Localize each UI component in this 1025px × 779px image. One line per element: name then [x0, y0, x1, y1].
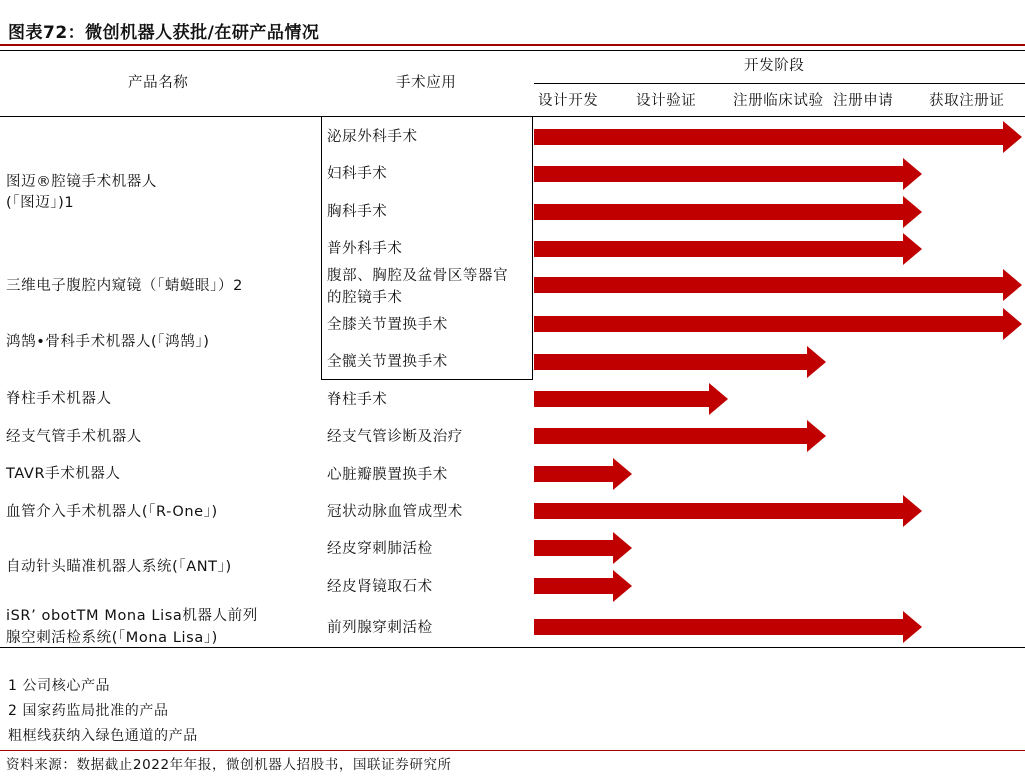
header-stage-5: 获取注册证	[929, 93, 1005, 109]
application-hip: 全髋关节置换手术	[327, 354, 448, 370]
header-stage-2: 设计验证	[636, 93, 697, 109]
product-honghu: 鸿鹄•骨科手术机器人(「鸿鹄」)	[6, 334, 210, 350]
stage-arrow-row-8	[534, 383, 728, 415]
stage-arrow-row-3	[534, 196, 922, 228]
product-toumai-line2: (「图迈」)1	[6, 195, 75, 211]
stage-arrow-row-5	[534, 269, 1022, 301]
application-knee: 全膝关节置换手术	[327, 317, 448, 333]
product-bronchial: 经支气管手术机器人	[6, 429, 142, 445]
application-thoracic: 胸科手术	[327, 204, 388, 220]
header-stage-4: 注册申请	[833, 93, 894, 109]
application-coronary: 冠状动脉血管成型术	[327, 504, 463, 520]
stage-arrow-row-14	[534, 611, 922, 643]
product-spine: 脊柱手术机器人	[6, 391, 112, 407]
note-core-product: 1 公司核心产品	[8, 678, 111, 694]
application-lung-biopsy: 经皮穿刺肺活检	[327, 541, 433, 557]
stage-arrow-row-4	[534, 233, 922, 265]
figure-title: 图表72：微创机器人获批/在研产品情况	[8, 23, 320, 43]
stage-arrow-row-11	[534, 495, 922, 527]
application-general-surgery: 普外科手术	[327, 241, 403, 257]
application-urology: 泌尿外科手术	[327, 129, 418, 145]
application-kidney-stone: 经皮肾镜取石术	[327, 579, 433, 595]
product-mona-lisa: iSR’ obotTM Mona Lisa机器人前列	[6, 608, 258, 624]
source-note: 资料来源：数据截止2022年年报，微创机器人招股书，国联证券研究所	[6, 757, 452, 773]
header-product-name: 产品名称	[128, 75, 189, 91]
application-gynecology: 妇科手术	[327, 166, 388, 182]
stage-arrow-row-6	[534, 308, 1022, 340]
note-green-channel: 粗框线获纳入绿色通道的产品	[8, 728, 198, 744]
application-laparoscopic-line2: 的腔镜手术	[327, 290, 403, 306]
header-stage-group: 开发阶段	[744, 58, 805, 74]
application-bronchial: 经支气管诊断及治疗	[327, 429, 463, 445]
application-valve: 心脏瓣膜置换手术	[327, 467, 448, 483]
application-laparoscopic: 腹部、胸腔及盆骨区等器官	[327, 268, 509, 284]
product-toumai: 图迈®腔镜手术机器人	[6, 174, 157, 190]
stage-arrow-row-12	[534, 532, 632, 564]
application-spine: 脊柱手术	[327, 392, 388, 408]
stage-arrow-row-2	[534, 158, 922, 190]
product-r-one: 血管介入手术机器人(「R-One」)	[6, 504, 218, 520]
stage-arrow-row-1	[534, 121, 1022, 153]
stage-arrow-row-9	[534, 420, 826, 452]
product-dragonfly-eye: 三维电子腹腔内窥镜（「蜻蜓眼」）2	[6, 278, 243, 294]
product-mona-lisa-line2: 腺空刺活检系统(「Mona Lisa」)	[6, 630, 218, 646]
header-stage-3: 注册临床试验	[733, 93, 824, 109]
note-nmpa-approved: 2 国家药监局批准的产品	[8, 703, 169, 719]
stage-arrow-row-10	[534, 458, 632, 490]
product-ant: 自动针头瞄准机器人系统(「ANT」)	[6, 559, 232, 575]
application-prostate-biopsy: 前列腺穿刺活检	[327, 620, 433, 636]
header-stage-1: 设计开发	[538, 93, 599, 109]
header-application: 手术应用	[396, 75, 457, 91]
product-tavr: TAVR手术机器人	[6, 466, 121, 482]
source-rule	[0, 750, 1025, 751]
stage-arrow-row-7	[534, 346, 826, 378]
stage-arrow-row-13	[534, 570, 632, 602]
